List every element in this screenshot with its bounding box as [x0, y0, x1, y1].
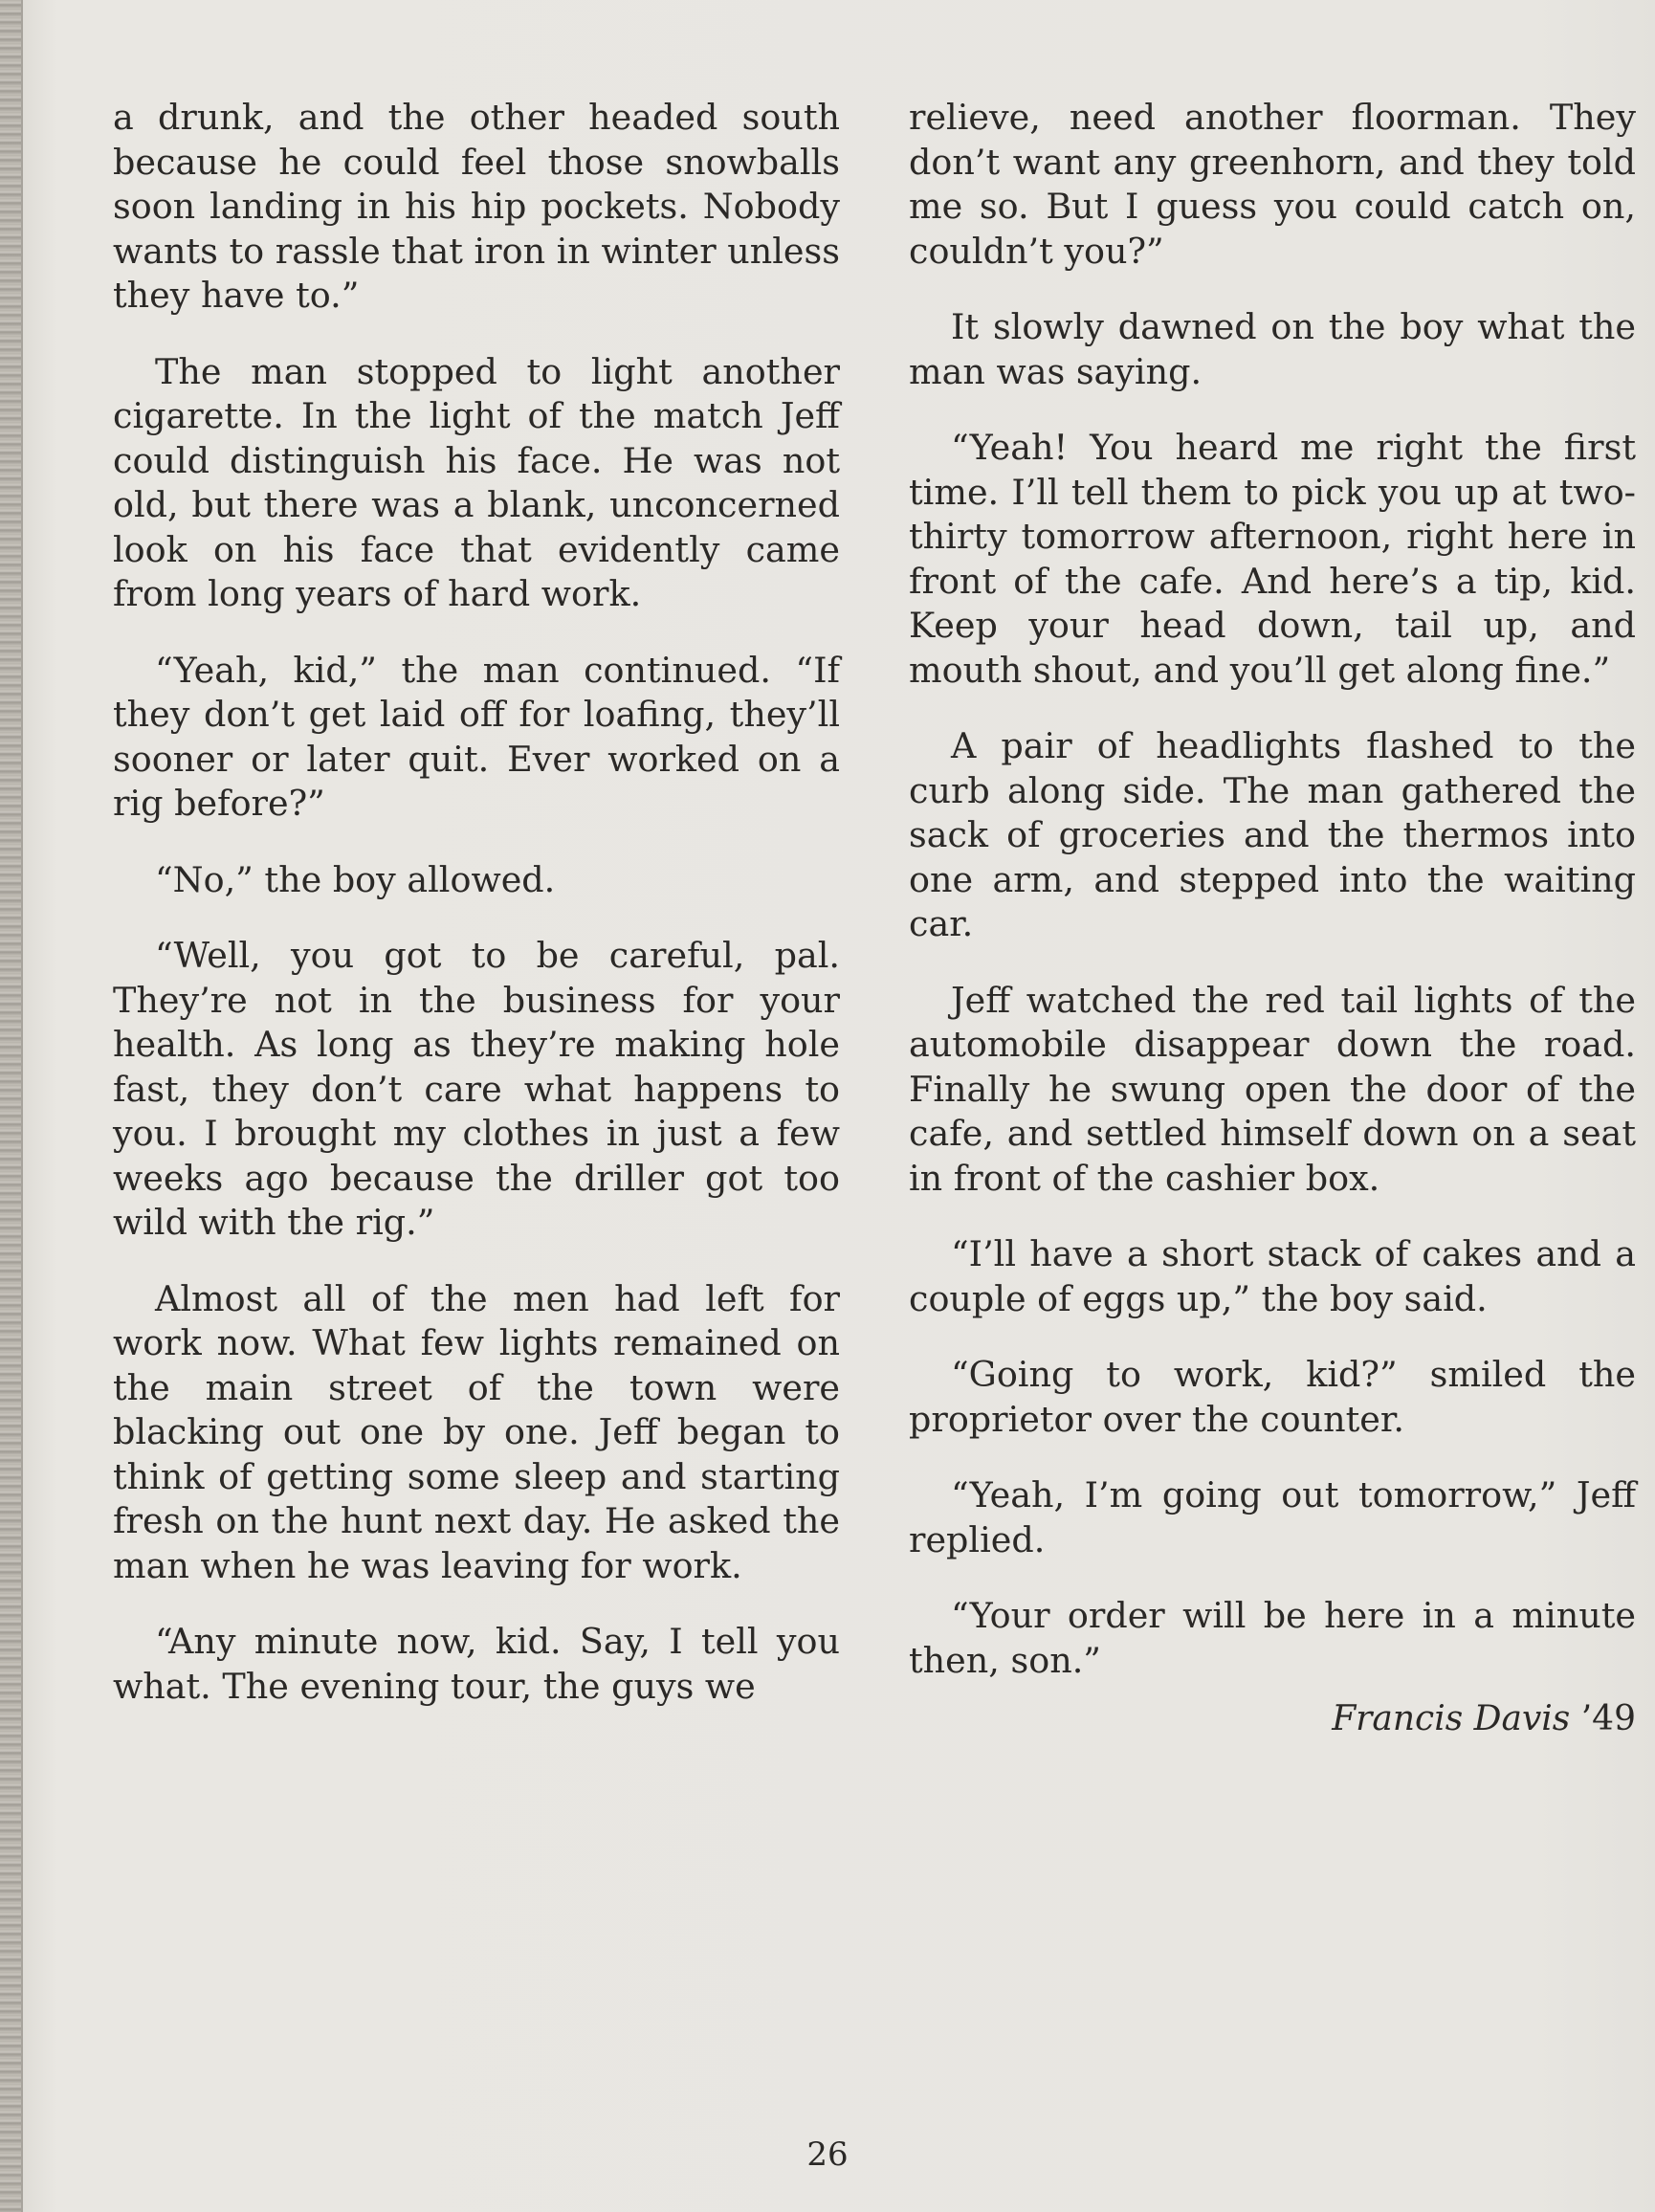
paragraph: Almost all of the men had left for work now. What few lights remained on the main street of the town were blacking out one by one. Jeff began to think of getting some sleep and starting fresh on the hunt next day. He asked the man when he was leaving for work. — [113, 1277, 840, 1586]
paragraph: a drunk, and the other headed south because he could feel those snowballs soon landing in his hip pockets. Nobody wants to rassle that iron in winter unless they have to.” — [113, 97, 840, 316]
author-class-year: ’49 — [1570, 1699, 1636, 1738]
paragraph: relieve, need another floorman. They don’t want any greenhorn, and they told me so. But I guess you could catch on, couldn’t you?” — [909, 97, 1636, 272]
paragraph: “Your order will be here in a minute then, son.” — [909, 1595, 1636, 1681]
paragraph: It slowly dawned on the boy what the man was saying. — [909, 306, 1636, 392]
author-name: Francis Davis — [1332, 1699, 1571, 1738]
paragraph: Jeff watched the red tail lights of the automobile disappear down the road. Finally he swung open the door of the cafe, and settled himself down on a seat in front of the cashier box. — [909, 979, 1636, 1199]
page-number: 26 — [806, 2135, 849, 2174]
paragraph: “I’ll have a short stack of cakes and a couple of eggs up,” the boy said. — [909, 1233, 1636, 1319]
paragraph: A pair of headlights flashed to the curb along side. The man gathered the sack of groceries and the thermos into one arm, and stepped into the waiting car. — [909, 725, 1636, 944]
paragraph: “Yeah! You heard me right the first time. I’ll tell them to pick you up at two-thirty tomorrow afternoon, right here in front of the cafe. And here’s a tip, kid. Keep your head down, tail up, and mouth shout, and you’ll get along fine.” — [909, 427, 1636, 691]
book-binding-edge — [0, 0, 23, 2212]
paragraph: “Well, you got to be careful, pal. They’re not in the business for your health. As long as they’re making hole fast, they don’t care what happens to you. I brought my clothes in just a few weeks ago because the driller got too wild with the rig.” — [113, 935, 840, 1243]
left-column — [113, 96, 840, 1740]
paragraph: “Yeah, I’m going out tomorrow,” Jeff replied. — [909, 1474, 1636, 1560]
right-column — [909, 96, 1636, 1741]
paragraph: “Going to work, kid?” smiled the proprietor over the counter. — [909, 1354, 1636, 1440]
paragraph: “Yeah, kid,” the man continued. “If they don’t get laid off for loafing, they’ll sooner or later quit. Ever worked on a rig before?” — [113, 649, 840, 824]
author-signature — [909, 1697, 1636, 1741]
paragraph: The man stopped to light another cigarette. In the light of the match Jeff could distinguish his face. He was not old, but there was a blank, unconcerned look on his face that evidently came from long years of hard work. — [113, 350, 840, 614]
paragraph: “No,” the boy allowed. — [155, 858, 556, 900]
paragraph: “Any minute now, kid. Say, I tell you what. The evening tour, the guys we — [113, 1621, 840, 1707]
